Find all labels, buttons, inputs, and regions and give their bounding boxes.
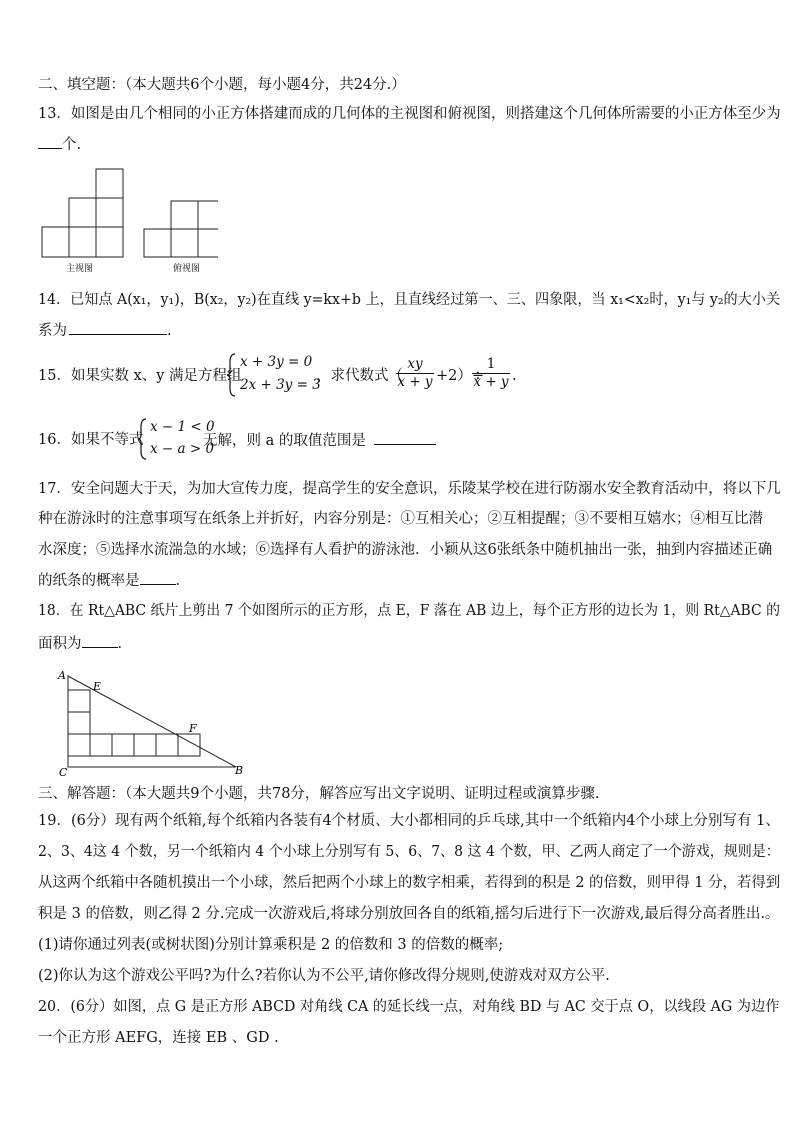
- q15-prefix: 15．如果实数 x、y 满足方程组: [38, 368, 242, 384]
- front-view-cell: [96, 227, 123, 257]
- q17-text-line4: [38, 570, 190, 591]
- front-view-cell: [69, 227, 96, 257]
- q19-part1: (1)请你通过列表(或树状图)分别计算乘积是 2 的倍数和 3 的倍数的概率;: [38, 937, 504, 953]
- front-view-cell: [96, 169, 123, 198]
- small-square: [68, 712, 90, 734]
- q19-text-line2: 2、3、4这 4 个数，另一个纸箱内 4 个小球上分别写有 5、6、7、8 这 4 个数，甲、乙两人商定了一个游戏，规则是：: [38, 844, 780, 860]
- q14-prefix: 系为: [38, 323, 67, 339]
- caption-top-view: 俯视图: [173, 264, 201, 274]
- q15-fraction-2: [472, 356, 510, 390]
- q14-text-line2: [38, 320, 172, 341]
- q18-prefix: 面积为: [38, 636, 82, 652]
- label-a: A: [58, 669, 66, 682]
- q15-frac2-denominator: x + y: [473, 374, 509, 390]
- top-view-figure: [144, 201, 218, 257]
- q16-suffix: [203, 430, 436, 451]
- front-view-cell: [96, 198, 123, 227]
- q18-triangle-figure: [55, 668, 255, 778]
- q15-frac1-denominator: x + y: [397, 374, 433, 390]
- answer-blank: [69, 320, 167, 335]
- q17-suffix: ．: [175, 573, 190, 589]
- section3-header: 三、解答题：（本大题共9个小题，共78分，解答应写出文字说明、证明过程或演算步骤.: [38, 786, 600, 802]
- front-view-cell: [42, 227, 69, 257]
- q17-text-line2: 种在游泳时的注意事项写在纸条上并折好，内容分别是：①互相关心；②互相提醒；③不要相互嬉水；④相互比潜: [38, 511, 763, 527]
- top-view-cell: [198, 201, 218, 229]
- q15-frac2-numerator: 1: [486, 356, 496, 372]
- q16-left-brace: [138, 417, 148, 461]
- q15-fraction-1: [396, 356, 434, 390]
- q15-middle: ，求代数式（: [316, 368, 403, 384]
- q15-equation-1: x + 3y = 0: [240, 354, 313, 370]
- q20-text-line2: 一个正方形 AEFG，连接 EB 、GD .: [38, 1030, 279, 1046]
- q17-text-line1: 17．安全问题大于天，为加大宣传力度，提高学生的安全意识，乐陵某学校在进行防溺水安全教育活动中，将以下几: [38, 481, 781, 497]
- top-view-cell: [198, 229, 218, 257]
- q19-text-line4: 积是 3 的倍数，则乙得 2 分.完成一次游戏后,将球分别放回各自的纸箱,摇匀后进行下一次游戏,最后得分高者胜出.。: [38, 906, 780, 922]
- q17-prefix: 的纸条的概率是: [38, 573, 140, 589]
- q14-text-line1: 14．已知点 A(x₁，y₁)，B(x₂，y₂)在直线 y=kx+b 上，且直线经过第一、三、四象限，当 x₁<x₂时，y₁与 y₂的大小关: [38, 292, 781, 308]
- small-square: [134, 734, 156, 756]
- answer-blank: [38, 134, 62, 149]
- q19-text-line1: 19．(6分）现有两个纸箱,每个纸箱内各装有4个材质、大小都相同的乒乓球,其中一个纸箱内4个小球上分别写有 1、: [38, 813, 780, 829]
- top-view-cell: [171, 229, 198, 257]
- q15-end: .: [512, 368, 517, 384]
- label-b: B: [235, 764, 244, 777]
- q13-suffix: 个.: [62, 137, 82, 153]
- answer-blank: [374, 430, 436, 445]
- label-e: E: [93, 680, 102, 693]
- q15-left-brace: [227, 352, 237, 398]
- q13-figures: [38, 168, 218, 258]
- q19-text-line3: 从这两个纸箱中各随机摸出一个小球，然后把两个小球上的数字相乘，若得到的积是 2 的倍数，则甲得 1 分，若得到: [38, 875, 781, 891]
- q16-inequality-2: x − a > 0: [150, 441, 215, 457]
- q17-text-line3: 水深度；⑤选择水流湍急的水域；⑥选择有人看护的游泳池．小颖从这6张纸条中随机抽出一张，抽到内容描述正确: [38, 542, 773, 558]
- top-view-cell: [171, 201, 198, 229]
- q18-text-line2: [38, 633, 132, 654]
- q13-text-line2: [38, 134, 81, 155]
- small-square: [90, 734, 112, 756]
- top-view-cell: [144, 229, 171, 257]
- q13-text-line1: 13．如图是由几个相同的小正方体搭建而成的几何体的主视图和俯视图，则搭建这个几何体所需要的小正方体至少为: [38, 106, 781, 122]
- q20-text-line1: 20．(6分）如图，点 G 是正方形 ABCD 对角线 CA 的延长线一点，对角线 BD 与 AC 交于点 O，以线段 AG 为边作: [38, 999, 780, 1015]
- caption-front-view: 主视图: [66, 264, 94, 274]
- q16-suffix-text: 无解，则 a 的取值范围是: [203, 433, 366, 449]
- q18-text-line1: 18．在 Rt△ABC 纸片上剪出 7 个如图所示的正方形，点 E，F 落在 AB 边上，每个正方形的边长为 1，则 Rt△ABC 的: [38, 603, 781, 619]
- answer-blank: [82, 633, 118, 648]
- section2-header: 二、填空题：（本大题共6个小题，每小题4分，共24分.）: [38, 77, 406, 93]
- small-square: [68, 690, 90, 712]
- q14-suffix: .: [167, 323, 172, 339]
- q15-plus-two: +2）÷: [436, 368, 485, 384]
- q16-inequality-1: x − 1 < 0: [150, 419, 215, 435]
- small-square: [112, 734, 134, 756]
- q16-prefix: 16．如果不等式: [38, 432, 144, 448]
- answer-blank: [140, 570, 176, 585]
- small-square: [156, 734, 178, 756]
- q18-suffix: ．: [117, 636, 132, 652]
- front-view-cell: [69, 198, 96, 227]
- label-f: F: [189, 722, 197, 735]
- front-view-figure: [42, 169, 123, 257]
- label-c: C: [59, 766, 68, 778]
- q15-equation-2: 2x + 3y = 3: [240, 377, 321, 393]
- small-square: [68, 734, 90, 756]
- q19-part2: (2)你认为这个游戏公平吗?为什么?若你认为不公平,请你修改得分规则,使游戏对双方公平.: [38, 968, 610, 984]
- q15-frac1-numerator: xy: [407, 356, 423, 372]
